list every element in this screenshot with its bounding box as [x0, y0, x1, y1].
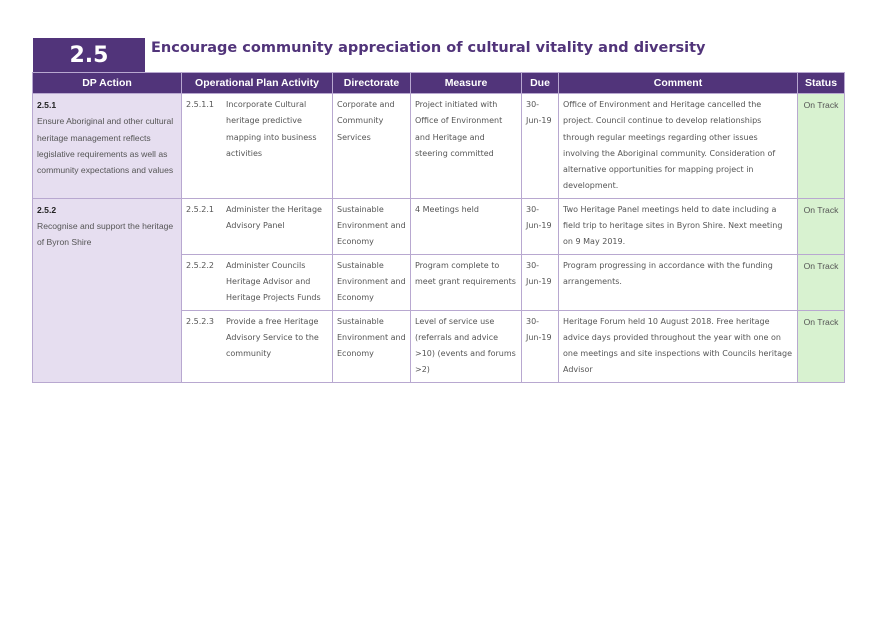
table-header-row — [33, 73, 845, 94]
measure-cell: Program complete to meet grant requirements — [411, 254, 522, 310]
comment-cell: Program progressing in accordance with the funding arrangements. — [559, 254, 798, 310]
operational-plan-table — [32, 72, 845, 383]
column-header-activity: Operational Plan Activity — [182, 73, 333, 94]
measure-cell: 4 Meetings held — [411, 198, 522, 254]
column-header-measure: Measure — [411, 73, 522, 94]
status-badge: On Track — [798, 254, 845, 310]
status-badge: On Track — [798, 198, 845, 254]
column-header-directorate: Directorate — [333, 73, 411, 94]
activity-text: Provide a free Heritage Advisory Service to the community — [226, 316, 319, 359]
dp-action-code: 2.5.2 — [37, 204, 57, 215]
dp-action-text: Ensure Aboriginal and other cultural heritage management reflects legislative requirements as well as community expectations and values — [37, 116, 174, 176]
dp-action-text: Recognise and support the heritage of Byron Shire — [37, 221, 174, 248]
column-header-dp-action: DP Action — [33, 73, 182, 94]
activity-cell — [182, 254, 333, 310]
activity-code: 2.5.2.2 — [186, 260, 214, 270]
directorate-cell: Sustainable Environment and Economy — [333, 310, 411, 382]
dp-action-code: 2.5.1 — [37, 100, 57, 110]
activity-text: Administer Councils Heritage Advisor and Heritage Projects Funds — [226, 260, 321, 303]
activity-code: 2.5.1.1 — [186, 100, 214, 109]
column-header-comment: Comment — [559, 73, 798, 94]
activity-cell — [182, 198, 333, 254]
dp-action-cell — [33, 94, 182, 199]
section-title: Encourage community appreciation of cultural vitality and diversity — [151, 40, 706, 56]
comment-cell: Two Heritage Panel meetings held to date including a field trip to heritage sites in Byron Shire. Next meeting on 9 May 2019. — [559, 198, 798, 254]
due-cell: 30-Jun-19 — [522, 310, 559, 382]
due-cell: 30-Jun-19 — [522, 254, 559, 310]
measure-cell: Level of service use (referrals and advice >10) (events and forums >2) — [411, 310, 522, 382]
activity-cell — [182, 94, 333, 199]
directorate-cell: Corporate and Community Services — [333, 94, 411, 199]
measure-cell: Project initiated with Office of Environment and Heritage and steering committed — [411, 94, 522, 199]
dp-action-cell — [33, 198, 182, 382]
due-cell: 30-Jun-19 — [522, 94, 559, 199]
table-row — [33, 94, 845, 199]
status-badge: On Track — [798, 94, 845, 199]
column-header-due: Due — [522, 73, 559, 94]
activity-code: 2.5.2.1 — [186, 204, 214, 214]
table-row — [33, 198, 845, 254]
directorate-cell: Sustainable Environment and Economy — [333, 198, 411, 254]
status-badge: On Track — [798, 310, 845, 382]
comment-cell: Office of Environment and Heritage cancelled the project. Council continue to develop relationships through regular meetings regarding other issues involving the Aboriginal community. Consideration of alternative opportunities for mapping project in development. — [559, 94, 798, 199]
activity-code: 2.5.2.3 — [186, 316, 214, 326]
activity-cell — [182, 310, 333, 382]
section-number: 2.5 — [33, 38, 145, 72]
due-cell: 30-Jun-19 — [522, 198, 559, 254]
column-header-status: Status — [798, 73, 845, 94]
activity-text: Incorporate Cultural heritage predictive mapping into business activities — [226, 100, 317, 158]
comment-cell: Heritage Forum held 10 August 2018. Free heritage advice days provided throughout the year with one on one meetings and site inspections with Councils heritage Advisor — [559, 310, 798, 382]
activity-text: Administer the Heritage Advisory Panel — [226, 204, 322, 231]
directorate-cell: Sustainable Environment and Economy — [333, 254, 411, 310]
